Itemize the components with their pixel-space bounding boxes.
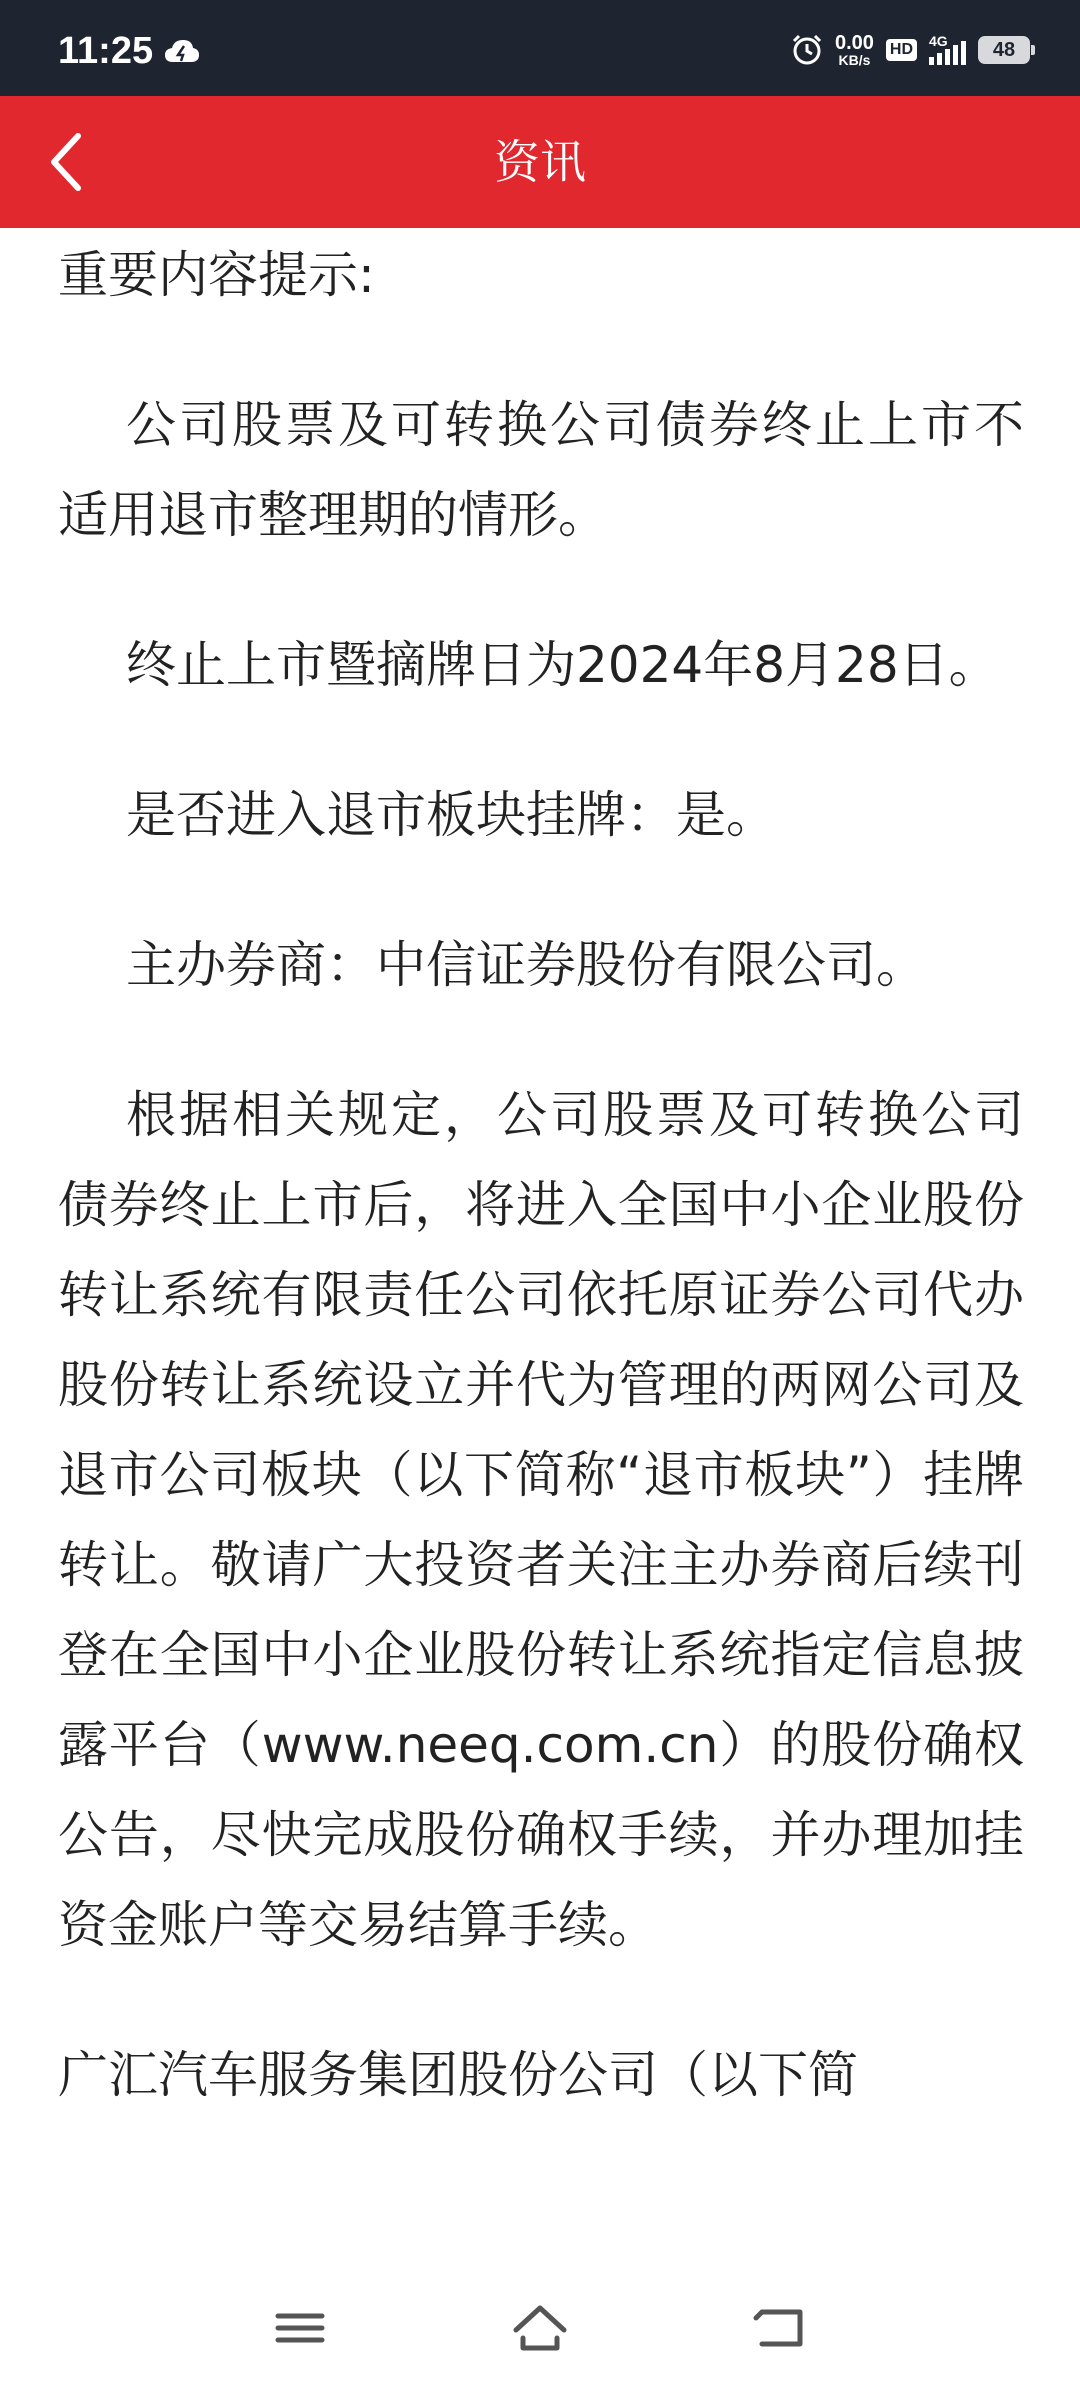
article-paragraph: 终止上市暨摘牌日为2024年8月28日。 [126,636,999,694]
cloud-icon [164,38,200,64]
menu-icon[interactable] [270,2298,330,2358]
article-body [58,228,1024,2258]
article-paragraph: 重要内容提示: [58,246,375,304]
header-bar [0,96,1080,228]
article-paragraph: 是否进入退市板块挂牌：是。 [126,786,776,844]
system-navigation-bar [0,2258,1080,2400]
article-paragraph: 主办券商：中信证券股份有限公司。 [126,936,926,994]
speed-value: 0.00 [834,32,874,54]
page-title: 资讯 [494,135,586,189]
status-icons [791,30,1030,70]
article-paragraph: 广汇汽车服务集团股份公司（以下简 [58,2046,858,2104]
network-speed [835,33,874,67]
article-paragraph: 公司股票及可转换公司债券终止上市不适用退市整理期的情形。 [58,396,1024,544]
speed-unit: KB/s [838,52,871,68]
hd-badge: HD [886,39,917,61]
alarm-icon [791,34,823,66]
home-icon[interactable] [510,2298,570,2358]
status-time: 11:25 [58,30,154,72]
status-bar [0,0,1080,96]
network-type: 4G [929,33,948,49]
battery-level: 48 [992,38,1016,61]
article-paragraph: 根据相关规定，公司股票及可转换公司债券终止上市后，将进入全国中小企业股份转让系统有限责任公司依托原证券公司代办股份转让系统设立并代为管理的两网公司及退市公司板块（以下简称“退市板块”）挂牌转让。敬请广大投资者关注主办券商后续刊登在全国中小企业股份转让系统指定信息披露平台（www.neeq.com.cn）的股份确权公告，尽快完成股份确权手续，并办理加挂资金账户等交易结算手续。 [58,1086,1024,1954]
signal-icon [929,35,966,65]
battery-icon [978,36,1030,64]
back-nav-icon[interactable] [750,2298,810,2358]
